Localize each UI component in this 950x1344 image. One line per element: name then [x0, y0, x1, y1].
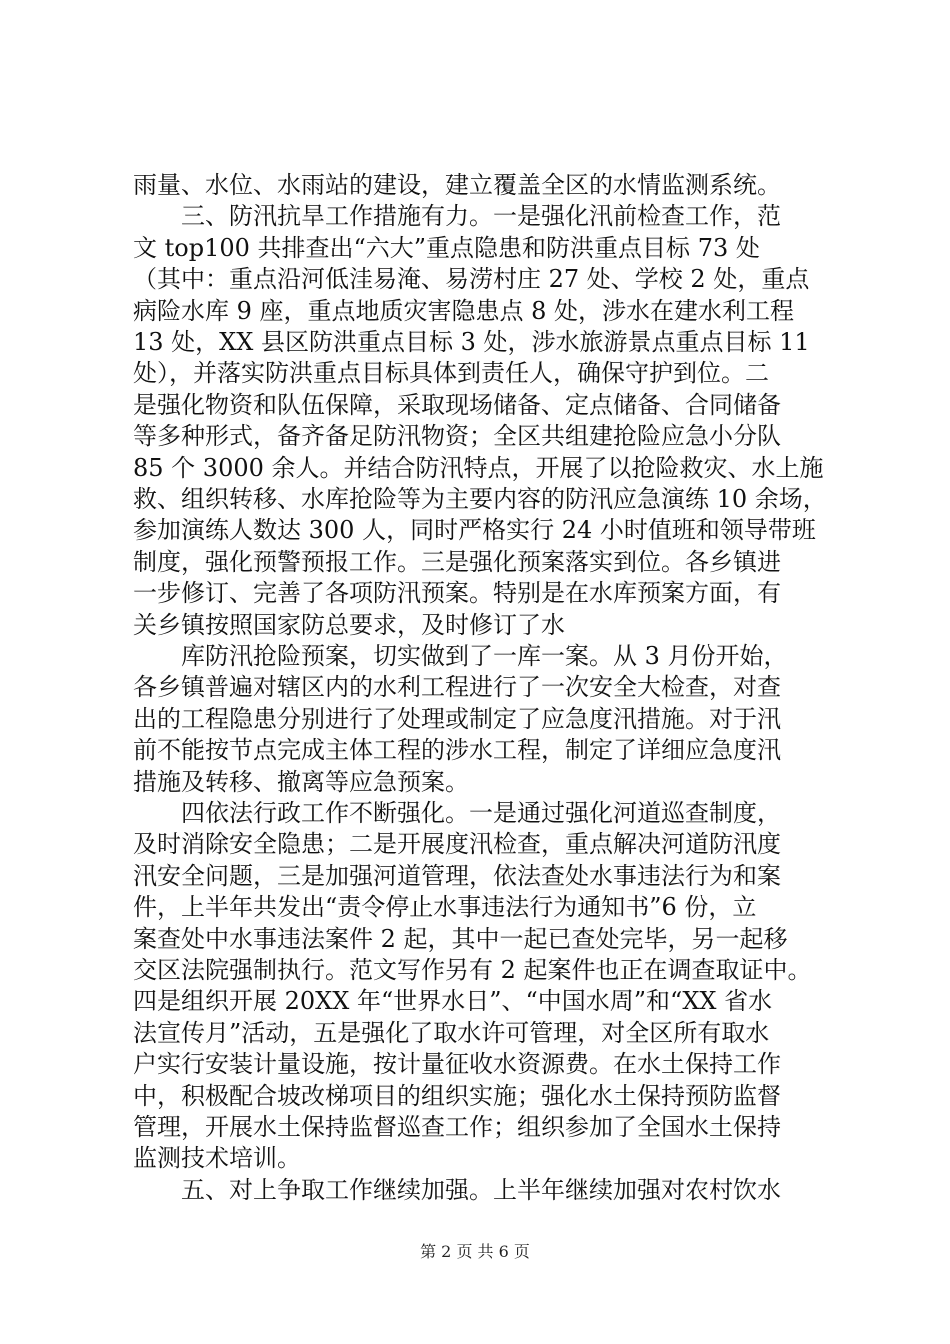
text-line: 制度，强化预警预报工作。三是强化预案落实到位。各乡镇进: [133, 547, 781, 576]
text-line: 中，积极配合坡改梯项目的组织实施；强化水土保持预防监督: [133, 1081, 781, 1110]
text-line: 是强化物资和队伍保障，采取现场储备、定点储备、合同储备: [133, 390, 781, 419]
text-line: 参加演练人数达 300 人，同时严格实行 24 小时值班和领导带班: [133, 516, 816, 545]
text-line: 85 个 3000 余人。并结合防汛特点，开展了以抢险救灾、水上施: [133, 453, 824, 482]
text-line: 病险水库 9 座，重点地质灾害隐患点 8 处，涉水在建水利工程: [133, 296, 795, 325]
text-line: 及时消除安全隐患；二是开展度汛检查，重点解决河道防汛度: [133, 830, 781, 859]
text-line: 库防汛抢险预案，切实做到了一库一案。从 3 月份开始，: [133, 642, 788, 670]
text-line: 出的工程隐患分别进行了处理或制定了应急度汛措施。对于汛: [133, 704, 781, 733]
text-line: 雨量、水位、水雨站的建设，建立覆盖全区的水情监测系统。: [133, 171, 781, 199]
text-line: 汛安全问题，三是加强河道管理，依法查处水事违法行为和案: [133, 861, 781, 890]
text-line: 监测技术培训。: [133, 1144, 301, 1173]
text-line: 五、对上争取工作继续加强。上半年继续加强对农村饮水: [133, 1175, 781, 1204]
text-line: 三、防汛抗旱工作措施有力。一是强化汛前检查工作，范: [133, 202, 781, 231]
text-line: 管理，开展水土保持监督巡查工作；组织参加了全国水土保持: [133, 1113, 781, 1141]
text-line: 13 处，XX 县区防洪重点目标 3 处，涉水旅游景点重点目标 11: [133, 328, 810, 356]
text-line: （其中：重点沿河低洼易淹、易涝村庄 27 处、学校 2 处，重点: [133, 265, 810, 294]
text-line: 法宣传月”活动，五是强化了取水许可管理，对全区所有取水: [133, 1018, 770, 1047]
text-line: 四依法行政工作不断强化。一是通过强化河道巡查制度，: [133, 799, 781, 827]
text-line: 文 top100 共排查出“六大”重点隐患和防洪重点目标 73 处: [133, 233, 760, 262]
text-line: 四是组织开展 20XX 年“世界水日”、“中国水周”和“XX 省水: [133, 987, 773, 1016]
text-line: 关乡镇按照国家防总要求，及时修订了水: [133, 610, 565, 639]
text-line: 处），并落实防洪重点目标具体到责任人，确保守护到位。二: [133, 359, 769, 388]
text-line: 件，上半年共发出“责令停止水事违法行为通知书”6 份，立: [133, 893, 757, 922]
text-line: 前不能按节点完成主体工程的涉水工程，制定了详细应急度汛: [133, 736, 781, 765]
text-line: 一步修订、完善了各项防汛预案。特别是在水库预案方面，有: [133, 579, 781, 608]
text-line: 救、组织转移、水库抢险等为主要内容的防汛应急演练 10 余场，: [133, 485, 827, 513]
text-line: 交区法院强制执行。范文写作另有 2 起案件也正在调查取证中。: [133, 956, 812, 984]
text-line: 案查处中水事违法案件 2 起，其中一起已查处完毕，另一起移: [133, 924, 788, 953]
text-line: 户实行安装计量设施，按计量征收水资源费。在水土保持工作: [133, 1050, 781, 1079]
text-line: 措施及转移、撤离等应急预案。: [133, 767, 469, 796]
page-footer: 第 2 页 共 6 页: [420, 1242, 530, 1261]
text-line: 等多种形式，备齐备足防汛物资；全区共组建抢险应急小分队: [133, 422, 781, 451]
text-line: 各乡镇普遍对辖区内的水利工程进行了一次安全大检查，对查: [133, 673, 781, 702]
